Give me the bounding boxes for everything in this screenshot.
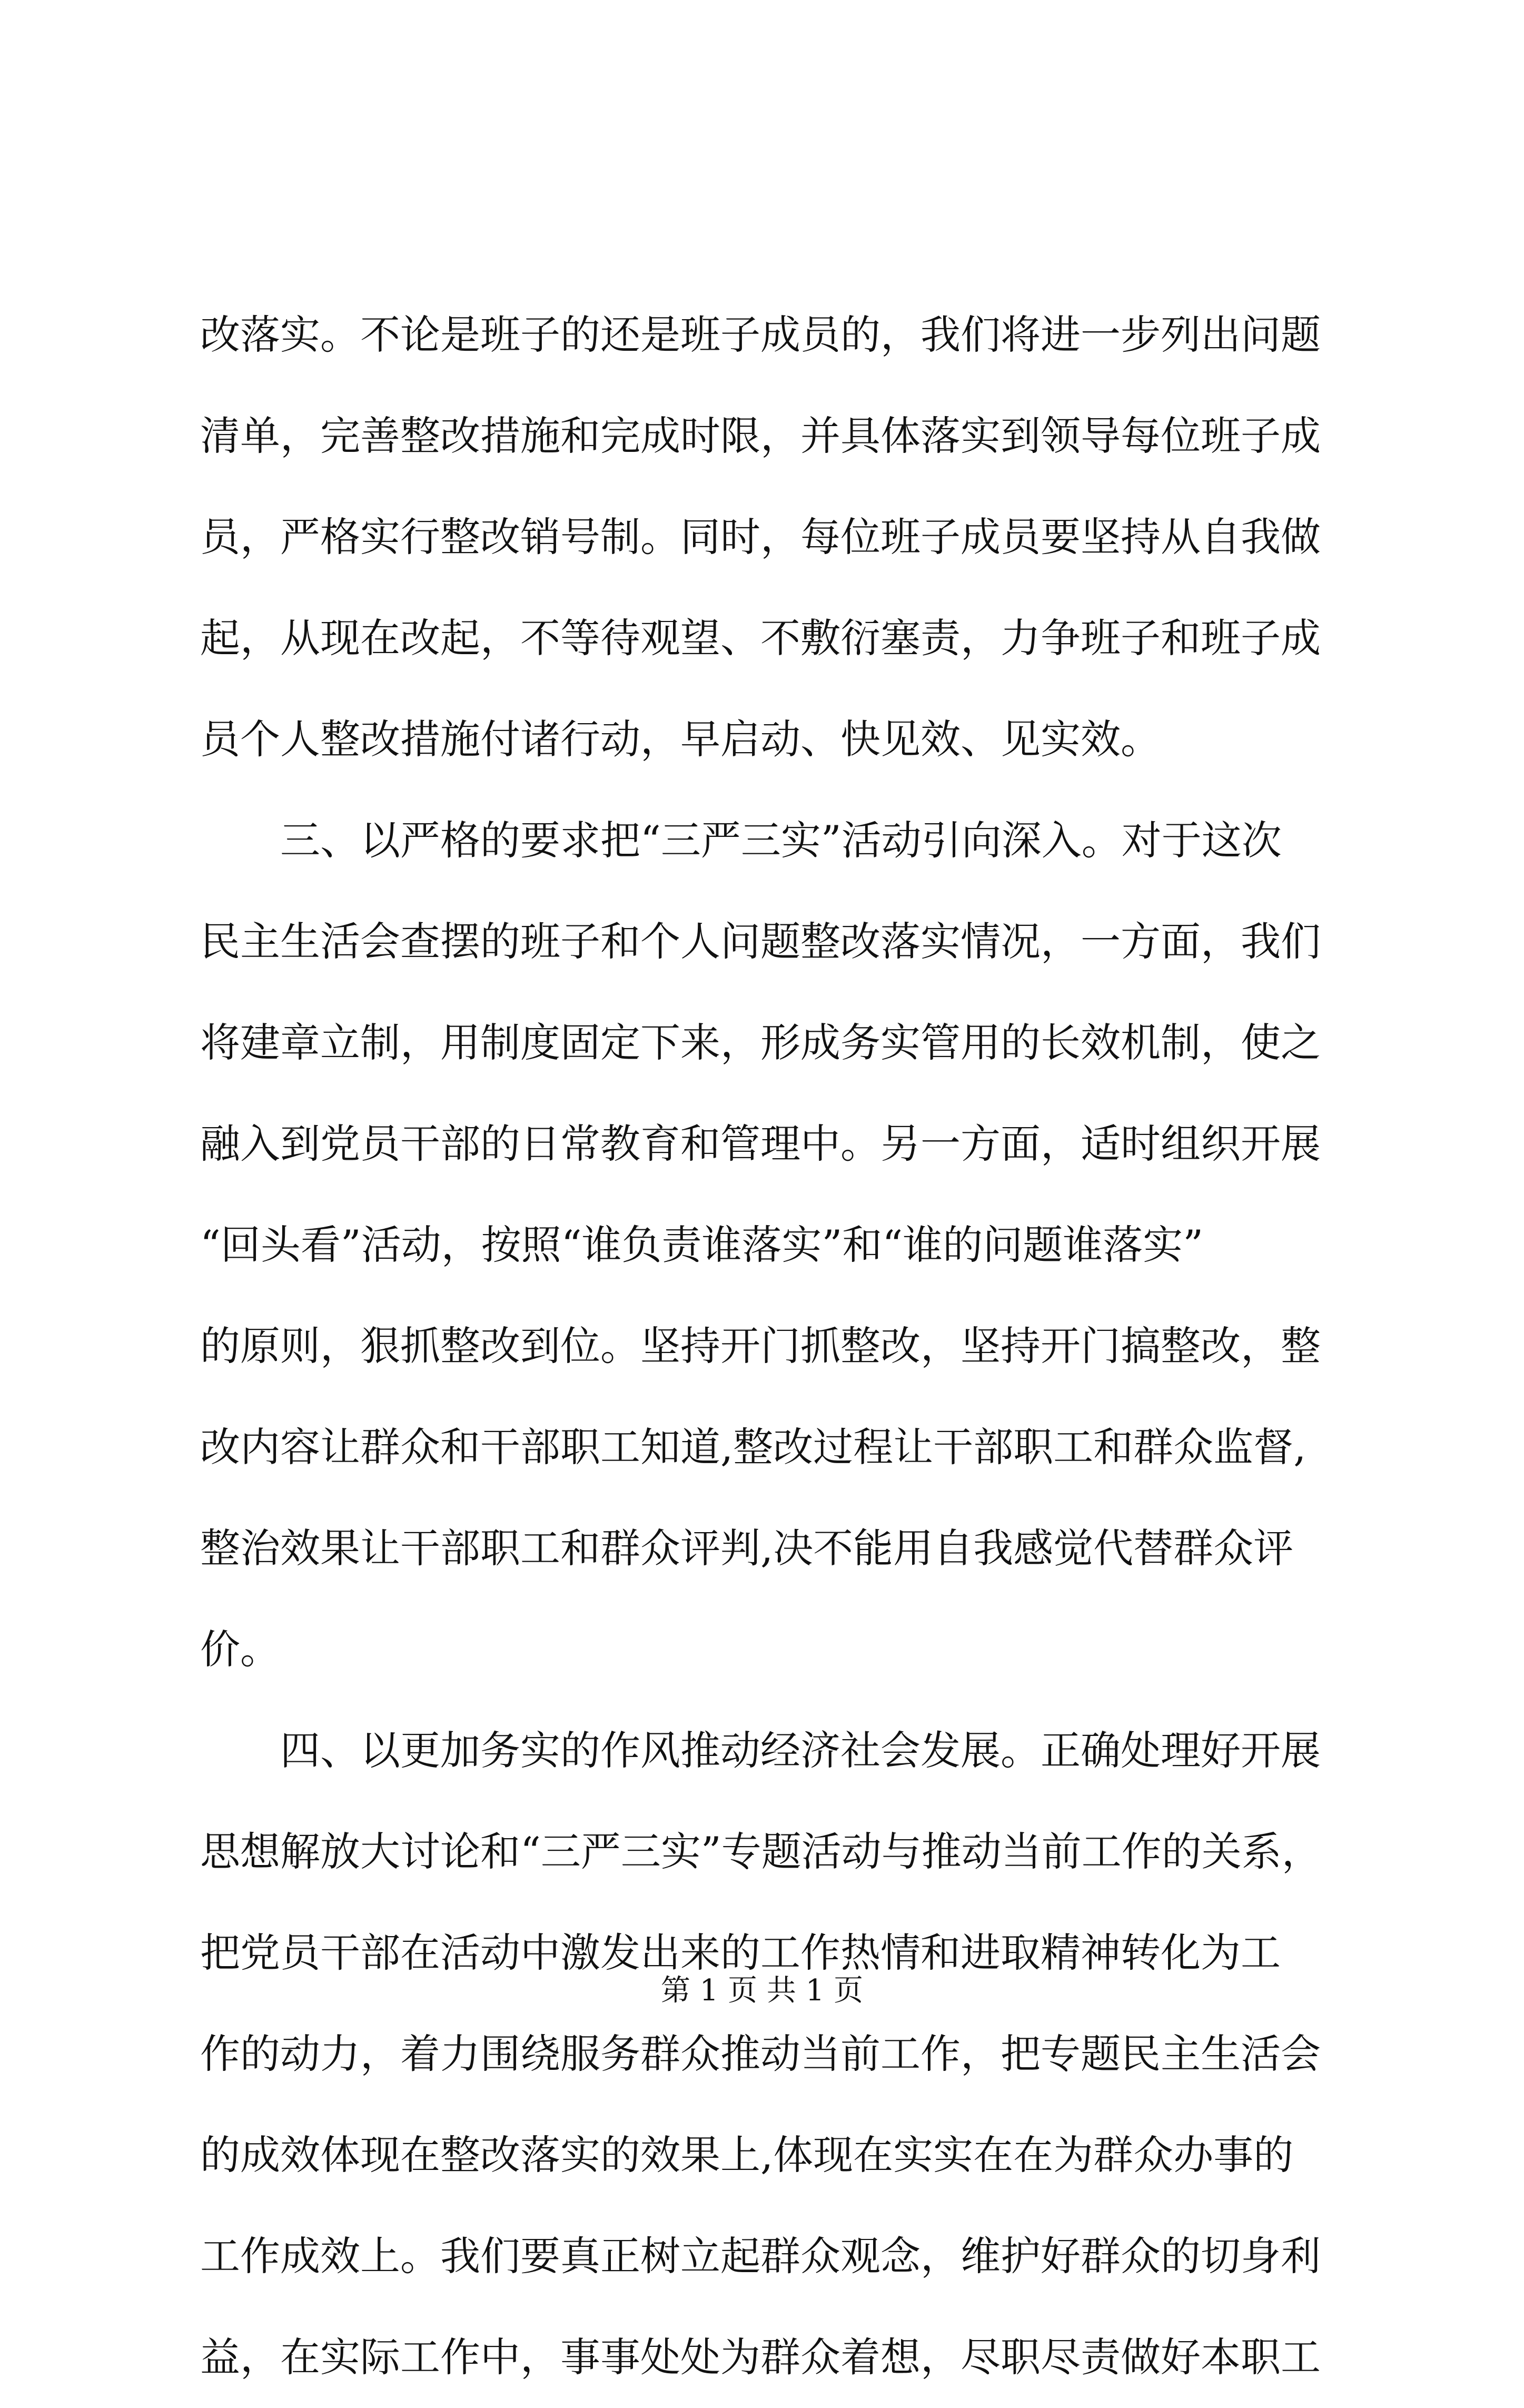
page-number: 第 1 页 共 1 页 <box>660 1973 864 2008</box>
text-line: “回头看”活动，按照“谁负责谁落实”和“谁的问题谁落实” <box>200 1221 1204 1268</box>
text-line: 益，在实际工作中，事事处处为群众着想，尽职尽责做好本职工 <box>200 2334 1321 2381</box>
text-line: 思想解放大讨论和“三严三实”专题活动与推动当前工作的关系， <box>200 1828 1322 1875</box>
paragraph-4-heading-line: 四、以更加务实的作风推动经济社会发展。正确处理好开展 <box>280 1727 1321 1774</box>
text-line: 整治效果让干部职工和群众评判,决不能用自我感觉代替群众评 <box>200 1525 1294 1572</box>
text-line: 融入到党员干部的日常教育和管理中。另一方面，适时组织开展 <box>200 1120 1321 1167</box>
text-line: 起，从现在改起，不等待观望、不敷衍塞责，力争班子和班子成 <box>200 615 1321 662</box>
text-line: 作的动力，着力围绕服务群众推动当前工作，把专题民主生活会 <box>200 2030 1321 2077</box>
text-line: 将建章立制，用制度固定下来，形成务实管用的长效机制，使之 <box>200 1019 1321 1066</box>
text-line: 的成效体现在整改落实的效果上,体现在实实在在为群众办事的 <box>200 2131 1294 2178</box>
text-line: 民主生活会查摆的班子和个人问题整改落实情况，一方面，我们 <box>200 918 1321 965</box>
text-line: 改内容让群众和干部职工知道,整改过程让干部职工和群众监督, <box>200 1424 1307 1471</box>
text-line: 价。 <box>200 1626 280 1673</box>
text-line: 员，严格实行整改销号制。同时，每位班子成员要坚持从自我做 <box>200 514 1321 560</box>
paragraph-3-heading-line: 三、以严格的要求把“三严三实”活动引向深入。对于这次 <box>280 817 1282 864</box>
text-line: 改落实。不论是班子的还是班子成员的，我们将进一步列出问题 <box>200 311 1321 358</box>
text-line: 员个人整改措施付诸行动，早启动、快见效、见实效。 <box>200 716 1161 763</box>
text-line: 把党员干部在活动中激发出来的工作热情和进取精神转化为工 <box>200 1929 1281 1976</box>
page-footer <box>0 1970 1524 2012</box>
text-line: 的原则，狠抓整改到位。坚持开门抓整改，坚持开门搞整改，整 <box>200 1323 1321 1369</box>
text-line: 工作成效上。我们要真正树立起群众观念，维护好群众的切身利 <box>200 2233 1321 2279</box>
document-body <box>200 284 1353 2408</box>
text-line: 清单，完善整改措施和完成时限，并具体落实到领导每位班子成 <box>200 412 1321 459</box>
